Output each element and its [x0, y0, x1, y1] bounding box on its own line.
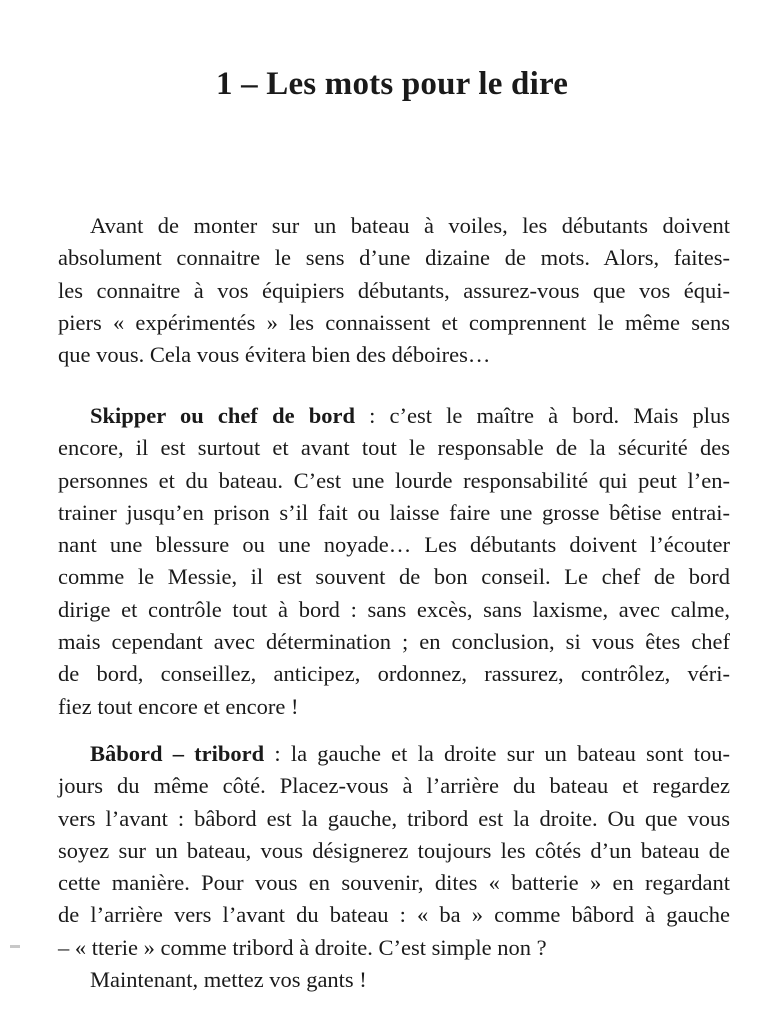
scan-mark	[10, 945, 20, 948]
text-line: jours du même côté. Placez-vous à l’arrière du bateau et regardez	[58, 773, 730, 799]
text-line: mais cependant avec détermination ; en conclusion, si vous êtes chef	[58, 629, 730, 655]
text-line: cette manière. Pour vous en souvenir, dites « batterie » en regardant	[58, 870, 730, 896]
text-line: soyez sur un bateau, vous désignerez toujours les côtés d’un bateau de	[58, 837, 730, 863]
text-line: vers l’avant : bâbord est la gauche, tribord est la droite. Ou que vous	[58, 805, 730, 831]
text-line	[58, 738, 730, 770]
text-line: personnes et du bateau. C’est une lourde responsabilité qui peut l’en-	[58, 467, 730, 493]
text-line: les connaitre à vos équipiers débutants, assurez-vous que vos équi-	[58, 277, 730, 303]
text-line: comme le Messie, il est souvent de bon conseil. Le chef de bord	[58, 564, 730, 590]
text-line: fiez tout encore et encore !	[58, 693, 299, 719]
text-line: de l’arrière vers l’avant du bateau : « ba » comme bâbord à gauche	[58, 902, 730, 928]
babord-term: Bâbord – tribord	[90, 741, 265, 766]
text-line: dirige et contrôle tout à bord : sans excès, sans laxisme, avec calme,	[58, 596, 730, 622]
babord-first-line: : la gauche et la droite sur un bateau sont tou-	[264, 741, 730, 766]
text-line: absolument connaitre le sens d’une dizaine de mots. Alors, faites-	[58, 245, 730, 271]
text-line: – « tterie » comme tribord à droite. C’est simple non ?	[58, 934, 547, 960]
text-line: encore, il est surtout et avant tout le responsable de la sécurité des	[58, 435, 730, 461]
text-line: que vous. Cela vous évitera bien des déboires…	[58, 342, 491, 368]
text-line: piers « expérimentés » les connaissent et comprennent le même sens	[58, 309, 730, 335]
intro-paragraph	[58, 210, 730, 371]
chapter-title: 1 – Les mots pour le dire	[215, 66, 569, 102]
skipper-term: Skipper ou chef de bord	[90, 403, 355, 428]
closing-line: Maintenant, mettez vos gants !	[90, 967, 367, 993]
skipper-first-line: : c’est le maître à bord. Mais plus	[354, 403, 730, 428]
text-line	[58, 400, 730, 432]
text-line: de bord, conseillez, anticipez, ordonnez, rassurez, contrôlez, véri-	[58, 661, 730, 687]
text-line: trainer jusqu’en prison s’il fait ou laisse faire une grosse bêtise entrai-	[58, 499, 730, 525]
skipper-paragraph	[58, 400, 730, 723]
babord-tribord-paragraph	[58, 738, 730, 996]
text-line: nant une blessure ou une noyade… Les débutants doivent l’écouter	[58, 532, 730, 558]
text-line: Avant de monter sur un bateau à voiles, les débutants doivent	[90, 213, 730, 238]
